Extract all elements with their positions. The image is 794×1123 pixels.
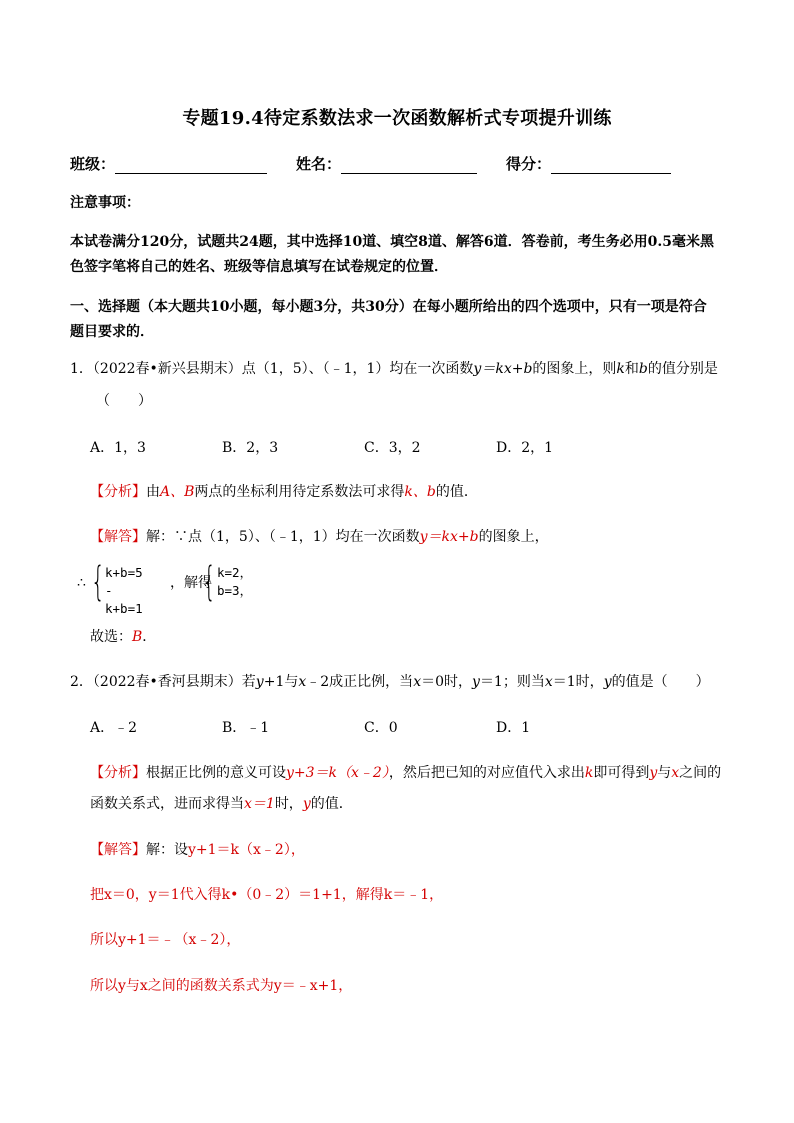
- system-2: [217, 564, 252, 600]
- q2-answer-line-1: [90, 839, 305, 859]
- system-2-end: ，: [239, 583, 253, 598]
- q1-choice-end: ．: [142, 629, 157, 645]
- q2-analysis-y: y: [649, 765, 658, 781]
- q2-answer-tag: 【解答】: [90, 842, 146, 858]
- q2-analysis-l2-b: 时，: [274, 796, 303, 812]
- q2-stem-y2: y: [472, 674, 480, 690]
- q2-answer-line-2: 把x＝0，y＝1代入得k•（0﹣2）＝1+1，解得k＝﹣1，: [90, 887, 444, 903]
- q1-choice-text: 故选：: [90, 629, 132, 645]
- therefore-symbol: ∴: [77, 575, 86, 591]
- q1-stem-func: y＝kx+b: [473, 361, 533, 377]
- name-blank[interactable]: [341, 157, 477, 174]
- notice-line-2: 色签字笔将自己的姓名、班级等信息填写在试卷规定的位置．: [70, 259, 448, 275]
- q2-analysis-l2-eq: x＝1: [244, 796, 275, 812]
- q2-analysis-k: k: [584, 765, 594, 781]
- q2-analysis-a: 根据正比例的意义可设: [146, 765, 286, 781]
- q1-option-d[interactable]: D．2，1: [496, 440, 554, 456]
- system-1-eq-2: -k+b=1: [105, 583, 143, 616]
- q2-analysis-c: 即可得到: [593, 765, 650, 781]
- name-field: [296, 153, 477, 174]
- q2-option-c[interactable]: C．0: [364, 720, 398, 736]
- q2-option-b[interactable]: B．﹣1: [222, 720, 270, 736]
- q2-analysis-e: 之间的: [679, 765, 722, 781]
- q2-analysis-b: ，然后把已知的对应值代入求出: [388, 765, 585, 781]
- class-blank[interactable]: [115, 157, 267, 174]
- q2-answer-a: 解：设: [146, 842, 188, 858]
- system-1-eq-1: k+b=5: [105, 565, 143, 580]
- q2-stem-g: 的值是（ ）: [611, 674, 710, 690]
- q1-stem-b: b: [638, 361, 648, 377]
- q2-analysis-l2-y: y: [302, 796, 311, 812]
- section1-line-2: 题目要求的．: [70, 324, 154, 340]
- q1-analysis-text-b: 两点的坐标利用待定系数法可求得: [194, 484, 405, 500]
- q1-analysis-vars: A、B: [160, 484, 195, 500]
- page-title: 专题19.4待定系数法求一次函数解析式专项提升训练: [182, 108, 612, 129]
- q1-answer-func: y＝kx+b: [419, 529, 479, 545]
- q1-option-c[interactable]: C．3，2: [364, 440, 421, 456]
- name-label: 姓名：: [296, 155, 342, 173]
- q2-stem-d: ＝0时，: [421, 674, 473, 690]
- q2-stem-e: ＝1；则当: [479, 674, 545, 690]
- q2-analysis-l2-a: 函数关系式，进而求得当: [90, 796, 244, 812]
- q2-stem: [70, 671, 710, 691]
- q1-stem-text: 1．（2022春•新兴县期末）点（1，5）、（﹣1，1）均在一次函数: [70, 361, 474, 377]
- q1-answer-text-a: 解：∵点（1，5）、（﹣1，1）均在一次函数: [146, 529, 420, 545]
- left-brace-icon-2: {: [202, 559, 216, 605]
- left-brace-icon: {: [91, 559, 105, 605]
- q2-answer-eq: y+1＝k（x﹣2），: [188, 842, 305, 858]
- q1-stem: [70, 358, 718, 378]
- q2-stem-y1: y: [255, 674, 264, 690]
- q1-answer-paren: （ ）: [96, 393, 152, 409]
- q2-stem-a: 2．（2022春•香河县期末）若: [70, 674, 256, 690]
- section1-line-1: 一、选择题（本大题共10小题，每小题3分，共30分）在每小题所给出的四个选项中，只有一项是符合: [70, 299, 707, 315]
- q1-analysis-kb: k、b: [404, 484, 436, 500]
- system-2-eq-2: b=3: [217, 583, 240, 598]
- score-field: [506, 153, 671, 174]
- q2-stem-x3: x: [544, 674, 553, 690]
- system-1: [105, 564, 143, 618]
- system-2-sep: ，: [239, 565, 253, 580]
- q1-stem-text-c: 的值分别是: [647, 361, 718, 377]
- q2-stem-x2: x: [413, 674, 422, 690]
- system-2-eq-1: k=2: [217, 565, 240, 580]
- q2-analysis-x: x: [671, 765, 680, 781]
- q1-stem-k: k: [616, 361, 625, 377]
- q2-answer-line-4: 所以y与x之间的函数关系式为y＝﹣x+1，: [90, 978, 353, 994]
- score-blank[interactable]: [551, 157, 671, 174]
- q1-analysis: [90, 481, 478, 501]
- q2-stem-b: +1与: [263, 674, 299, 690]
- q2-analysis-line-1: [90, 762, 721, 782]
- q2-option-d[interactable]: D．1: [496, 720, 531, 736]
- q2-analysis-tag: 【分析】: [90, 765, 146, 781]
- q2-stem-f: ＝1时，: [552, 674, 604, 690]
- q1-analysis-text-c: 的值．: [435, 484, 478, 500]
- q2-option-a[interactable]: A．﹣2: [90, 720, 138, 736]
- q1-answer-tag: 【解答】: [90, 529, 146, 545]
- score-label: 得分：: [506, 155, 552, 173]
- student-info-row: [70, 153, 730, 175]
- class-field: [70, 153, 267, 174]
- q2-stem-y3: y: [603, 674, 612, 690]
- q1-option-b[interactable]: B．2，3: [222, 440, 279, 456]
- q1-choice: [90, 626, 156, 646]
- class-label: 班级：: [70, 155, 116, 173]
- q2-answer-line-3: 所以y+1＝﹣（x﹣2），: [90, 932, 241, 948]
- q2-analysis-l2-c: 的值．: [310, 796, 353, 812]
- q1-choice-value: B: [132, 629, 143, 645]
- q1-analysis-tag: 【分析】: [90, 484, 146, 500]
- notice-line-1: 本试卷满分120分，试题共24题，其中选择10道、填空8道、解答6道．答卷前，考生务必用0.5毫米黑: [70, 234, 715, 250]
- q2-analysis-eq: y+3＝k（x﹣2）: [286, 765, 389, 781]
- solve-text: ，解得: [170, 575, 212, 591]
- q1-answer-text-b: 的图象上，: [478, 529, 549, 545]
- q1-option-a[interactable]: A．1，3: [90, 440, 146, 456]
- q2-analysis-d: 与: [657, 765, 672, 781]
- q1-answer: [90, 526, 549, 546]
- q2-stem-c: ﹣2成正比例，当: [306, 674, 414, 690]
- notice-heading: 注意事项：: [70, 195, 140, 211]
- q1-stem-and: 和: [624, 361, 639, 377]
- q1-analysis-text-a: 由: [146, 484, 160, 500]
- q1-stem-text-b: 的图象上，则: [532, 361, 617, 377]
- q2-analysis-line-2: [90, 793, 353, 813]
- q2-stem-x1: x: [298, 674, 307, 690]
